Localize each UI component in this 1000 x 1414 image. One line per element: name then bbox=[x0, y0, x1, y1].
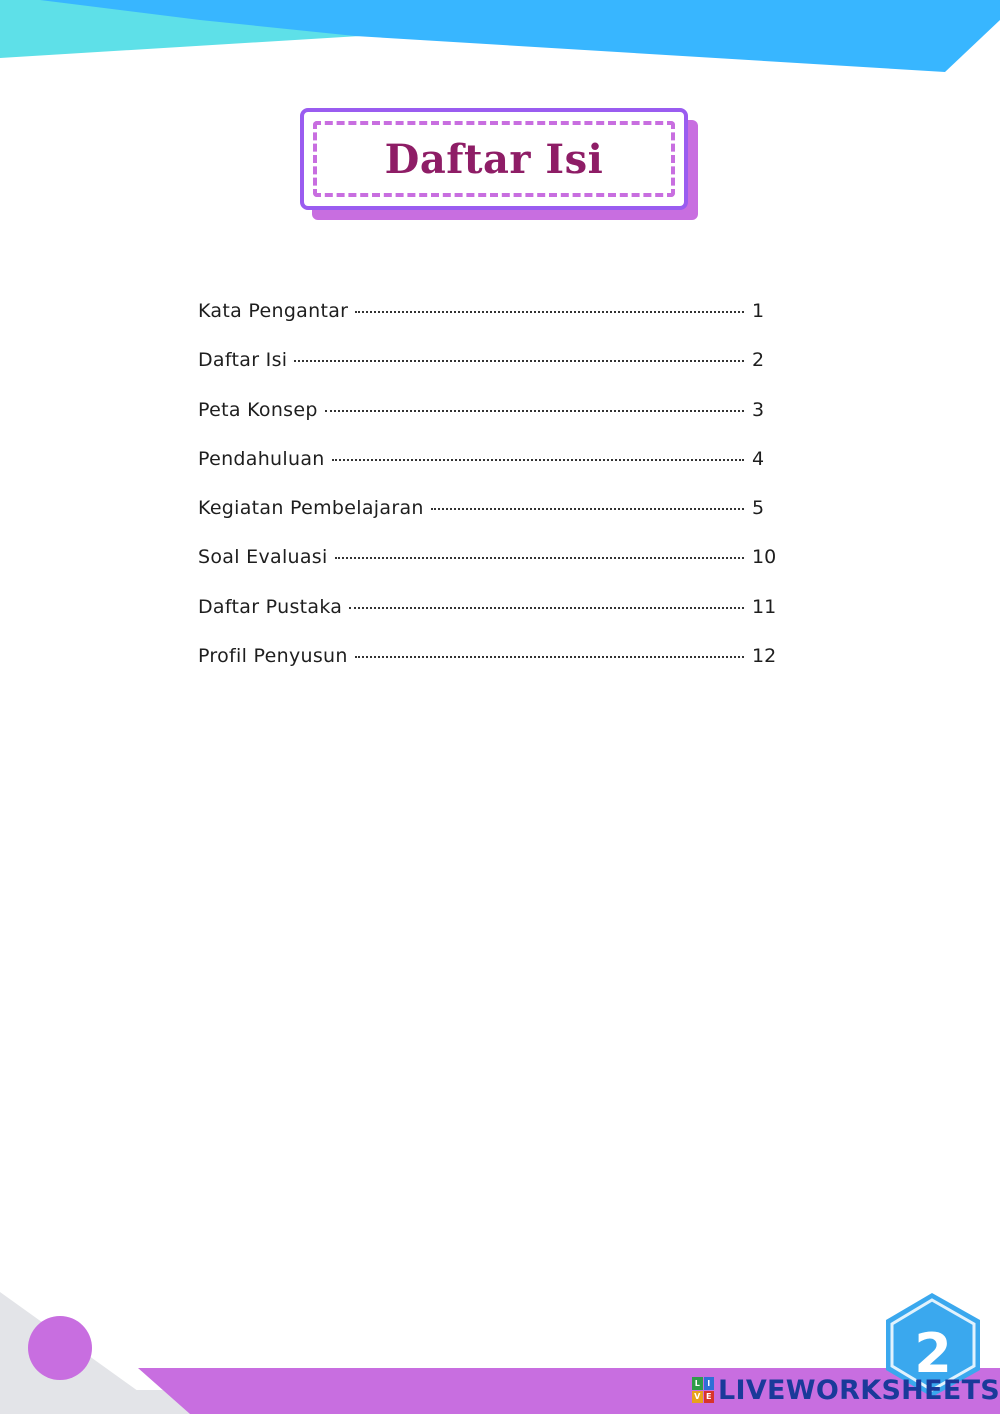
toc-item-page: 2 bbox=[752, 349, 765, 372]
toc-item bbox=[198, 497, 788, 546]
toc-leader-dots bbox=[355, 311, 744, 313]
toc-item-page: 12 bbox=[752, 645, 777, 668]
toc-item-label: Soal Evaluasi bbox=[198, 546, 328, 569]
table-of-contents bbox=[198, 300, 788, 694]
page-badge-number: 2 bbox=[914, 1322, 952, 1385]
toc-item bbox=[198, 596, 788, 645]
toc-item-label: Daftar Isi bbox=[198, 349, 288, 372]
liveworksheets-logo-icon: L I V E bbox=[692, 1377, 714, 1403]
toc-leader-dots bbox=[294, 360, 744, 362]
title-badge bbox=[300, 108, 688, 210]
toc-item bbox=[198, 300, 788, 349]
toc-item-page: 11 bbox=[752, 595, 777, 618]
toc-item bbox=[198, 645, 788, 694]
toc-item-label: Daftar Pustaka bbox=[198, 595, 343, 618]
toc-item bbox=[198, 546, 788, 595]
toc-leader-dots bbox=[355, 656, 744, 658]
toc-item-page: 5 bbox=[752, 497, 765, 520]
toc-item bbox=[198, 349, 788, 398]
toc-leader-dots bbox=[332, 459, 744, 461]
toc-item-page: 3 bbox=[752, 398, 765, 421]
toc-item-label: Peta Konsep bbox=[198, 398, 318, 421]
liveworksheets-logo-text: LIVEWORKSHEETS bbox=[718, 1374, 1000, 1406]
toc-leader-dots bbox=[431, 508, 744, 510]
toc-item-label: Pendahuluan bbox=[198, 447, 325, 470]
toc-item-page: 1 bbox=[752, 300, 765, 322]
toc-leader-dots bbox=[335, 557, 744, 559]
toc-item bbox=[198, 448, 788, 497]
toc-item-page: 4 bbox=[752, 447, 765, 470]
toc-leader-dots bbox=[325, 410, 744, 412]
toc-item-label: Profil Penyusun bbox=[198, 645, 348, 668]
toc-item bbox=[198, 399, 788, 448]
page-title: Daftar Isi bbox=[384, 135, 604, 183]
toc-item-label: Kegiatan Pembelajaran bbox=[198, 497, 424, 520]
liveworksheets-logo[interactable] bbox=[692, 1372, 1000, 1408]
purple-circle bbox=[28, 1316, 92, 1380]
toc-item-label: Kata Pengantar bbox=[198, 300, 349, 322]
toc-item-page: 10 bbox=[752, 546, 777, 569]
toc-leader-dots bbox=[349, 607, 744, 609]
